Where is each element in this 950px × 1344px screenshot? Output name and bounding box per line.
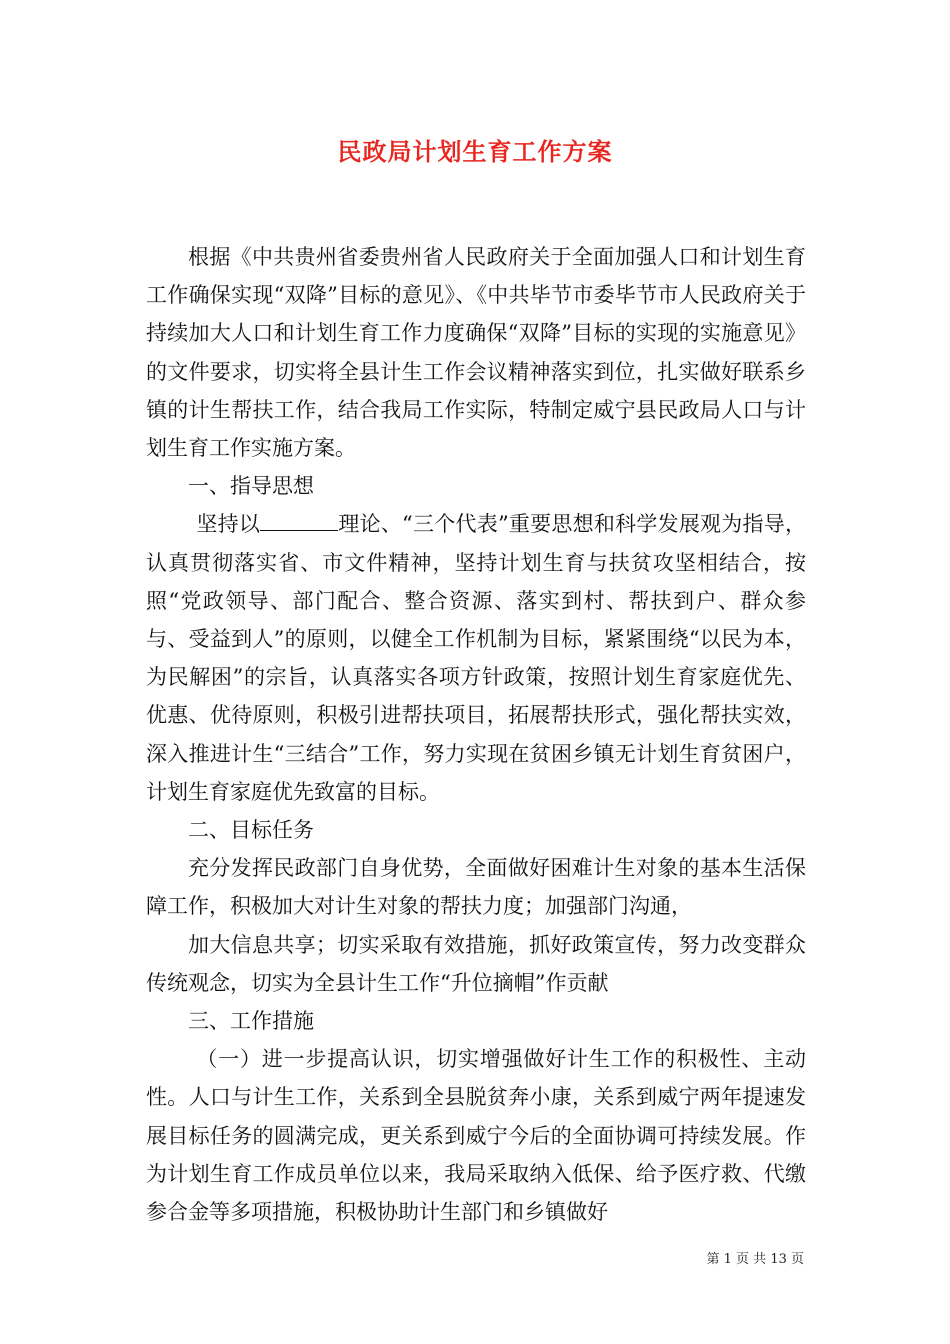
heading-guiding-thought: 一、指导思想 [188, 474, 314, 499]
heading-measures: 三、工作措施 [188, 1009, 314, 1034]
paragraph-measures-1: （一）进一步提高认识，切实增强做好计生工作的积极性、主动性。人口与计生工作，关系到全县脱贫奔小康，关系到威宁两年提速发展目标任务的圆满完成，更关系到威宁今后的全面协调可持续发展。作为计划生育工作成员单位以来，我局采取纳入低保、给予医疗救、代缴参合金等多项措施，积极协助计生部门和乡镇做好 [146, 1047, 806, 1225]
paragraph-goals-1: 充分发挥民政部门自身优势，全面做好困难计生对象的基本生活保障工作，积极加大对计生对象的帮扶力度；加强部门沟通， [146, 856, 806, 919]
document-title: 民政局计划生育工作方案 [337, 137, 613, 166]
heading-goals: 二、目标任务 [188, 818, 314, 843]
paragraph-goals-2: 加大信息共享；切实采取有效措施，抓好政策宣传，努力改变群众传统观念，切实为全县计生工作“升位摘帽”作贡献 [146, 932, 806, 995]
paragraph-guiding-thought-start: 坚持以 [196, 512, 261, 537]
document-body [146, 238, 806, 1231]
paragraph-guiding-thought [146, 505, 806, 811]
page-number: 第 1 页 共 13 页 [706, 1252, 804, 1267]
blank-underline [260, 512, 338, 531]
paragraph-intro: 根据《中共贵州省委贵州省人民政府关于全面加强人口和计划生育工作确保实现“双降”目标的意见》、《中共毕节市委毕节市人民政府关于持续加大人口和计划生育工作力度确保“双降”目标的实现的实施意见》的文件要求，切实将全县计生工作会议精神落实到位，扎实做好联系乡镇的计生帮扶工作，结合我局工作实际，特制定威宁县民政局人口与计划生育工作实施方案。 [146, 245, 806, 461]
paragraph-guiding-thought-rest: 理论、“三个代表”重要思想和科学发展观为指导，认真贯彻落实省、市文件精神，坚持计划生育与扶贫攻坚相结合，按照“党政领导、部门配合、整合资源、落实到村、帮扶到户、群众参与、受益到人”的原则，以健全工作机制为目标，紧紧围绕“以民为本，为民解困”的宗旨，认真落实各项方针政策，按照计划生育家庭优先、优惠、优待原则，积极引进帮扶项目，拓展帮扶形式，强化帮扶实效，深入推进计生“三结合”工作，努力实现在贫困乡镇无计划生育贫困户，计划生育家庭优先致富的目标。 [146, 512, 806, 804]
